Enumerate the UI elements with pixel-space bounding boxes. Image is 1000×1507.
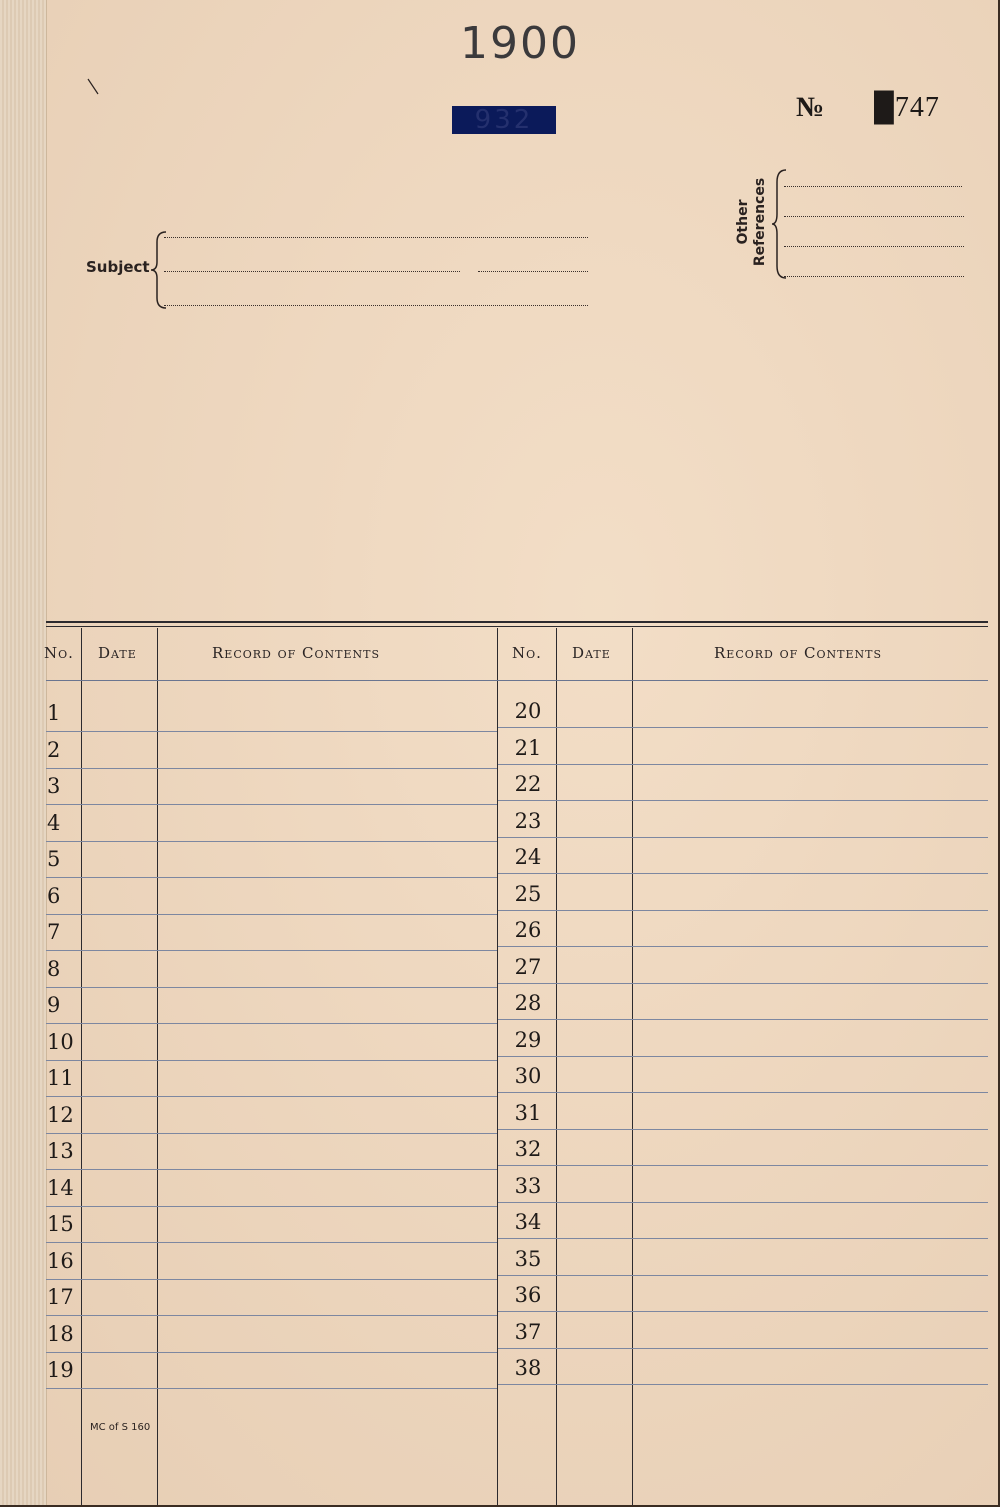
row-rule-left[interactable] [46, 1060, 497, 1061]
subject-line[interactable] [478, 271, 588, 272]
other-references-line1: Other [735, 199, 751, 245]
row-number-right: 37 [514, 1320, 542, 1344]
row-rule-left[interactable] [46, 877, 497, 878]
form-code: MC of S 160 [90, 1422, 151, 1433]
row-number-left: 17 [47, 1285, 74, 1309]
row-rule-right[interactable] [498, 983, 988, 984]
other-reference-line[interactable] [784, 246, 964, 247]
subject-line[interactable] [164, 271, 460, 272]
other-reference-line[interactable] [784, 186, 962, 187]
row-rule-left[interactable] [46, 1352, 497, 1353]
row-rule-right[interactable] [498, 1165, 988, 1166]
row-number-left: 14 [47, 1176, 74, 1200]
row-number-right: 35 [514, 1247, 542, 1271]
row-number-right: 33 [514, 1174, 542, 1198]
row-number-right: 30 [514, 1064, 542, 1088]
row-number-right: 25 [514, 882, 542, 906]
row-rule-right[interactable] [498, 1348, 988, 1349]
row-rule-right[interactable] [498, 1202, 988, 1203]
row-rule-left[interactable] [46, 1096, 497, 1097]
row-rule-right[interactable] [498, 837, 988, 838]
other-reference-line[interactable] [784, 276, 964, 277]
row-rule-right[interactable] [498, 1092, 988, 1093]
row-rule-left[interactable] [46, 987, 497, 988]
header-no-left: No. [44, 644, 74, 662]
row-number-left: 2 [47, 738, 61, 762]
header-date-left: Date [98, 644, 137, 662]
row-rule-right[interactable] [498, 1129, 988, 1130]
header-date-right: Date [572, 644, 611, 662]
row-number-right: 31 [514, 1101, 542, 1125]
column-divider [81, 628, 82, 1505]
other-reference-line[interactable] [784, 216, 964, 217]
file-number-label: № [796, 92, 825, 123]
row-rule-left[interactable] [46, 1206, 497, 1207]
file-number-value: █747 [874, 92, 940, 123]
header-record-left: Record of Contents [212, 644, 381, 662]
row-rule-left[interactable] [46, 1023, 497, 1024]
row-number-right: 32 [514, 1137, 542, 1161]
row-number-left: 5 [47, 847, 61, 871]
row-number-right: 36 [514, 1283, 542, 1307]
row-number-left: 15 [47, 1212, 74, 1236]
row-rule-left[interactable] [46, 841, 497, 842]
row-number-right: 27 [514, 955, 542, 979]
row-number-right: 21 [514, 736, 542, 760]
row-number-right: 28 [514, 991, 542, 1015]
row-rule-right[interactable] [498, 873, 988, 874]
other-references-brace-icon [770, 168, 788, 280]
subject-label: Subject [86, 258, 150, 276]
row-number-right: 23 [514, 809, 542, 833]
row-number-right: 29 [514, 1028, 542, 1052]
column-divider [632, 628, 633, 1505]
secondary-number-stamp: 932 [452, 106, 556, 134]
subject-line[interactable] [164, 305, 588, 306]
row-number-left: 8 [47, 957, 61, 981]
subject-line[interactable] [164, 237, 588, 238]
header-record-right: Record of Contents [714, 644, 883, 662]
row-number-left: 10 [47, 1030, 74, 1054]
row-rule-right[interactable] [498, 1238, 988, 1239]
column-divider [497, 628, 498, 1505]
row-number-left: 12 [47, 1103, 74, 1127]
column-divider [157, 628, 158, 1505]
header-no-right: No. [512, 644, 542, 662]
row-rule-left[interactable] [46, 804, 497, 805]
row-rule-left[interactable] [46, 1315, 497, 1316]
table-top-rule-inner [46, 626, 988, 627]
row-number-left: 3 [47, 774, 61, 798]
row-rule-left[interactable] [46, 1388, 497, 1389]
row-rule-left[interactable] [46, 950, 497, 951]
subject-brace-icon [148, 230, 168, 310]
column-divider [556, 628, 557, 1505]
file-year-stamp: 1900 [460, 18, 580, 69]
row-rule-left[interactable] [46, 1279, 497, 1280]
header-underline [46, 680, 988, 681]
row-number-right: 22 [514, 772, 542, 796]
row-rule-right[interactable] [498, 764, 988, 765]
row-rule-right[interactable] [498, 1056, 988, 1057]
row-rule-left[interactable] [46, 914, 497, 915]
row-number-left: 6 [47, 884, 61, 908]
row-rule-left[interactable] [46, 1242, 497, 1243]
row-number-left: 19 [47, 1358, 74, 1382]
row-rule-right[interactable] [498, 1019, 988, 1020]
row-number-right: 24 [514, 845, 542, 869]
row-number-right: 26 [514, 918, 542, 942]
row-rule-right[interactable] [498, 1311, 988, 1312]
row-rule-left[interactable] [46, 1169, 497, 1170]
binding-spine [0, 0, 47, 1505]
row-number-left: 1 [47, 701, 61, 725]
row-rule-right[interactable] [498, 1275, 988, 1276]
row-rule-left[interactable] [46, 1133, 497, 1134]
row-number-left: 4 [47, 811, 61, 835]
row-rule-right[interactable] [498, 1384, 988, 1385]
pencil-tick-icon [86, 78, 102, 96]
row-rule-left[interactable] [46, 768, 497, 769]
row-number-left: 13 [47, 1139, 74, 1163]
row-number-right: 20 [514, 699, 542, 723]
row-number-right: 38 [514, 1356, 542, 1380]
row-number-left: 7 [47, 920, 61, 944]
other-references-line2: References [752, 177, 768, 267]
row-rule-right[interactable] [498, 910, 988, 911]
row-rule-left[interactable] [46, 731, 497, 732]
table-top-rule [46, 621, 988, 623]
row-number-left: 9 [47, 993, 61, 1017]
row-number-left: 16 [47, 1249, 74, 1273]
row-rule-right[interactable] [498, 946, 988, 947]
row-number-left: 18 [47, 1322, 74, 1346]
row-number-right: 34 [514, 1210, 542, 1234]
row-rule-right[interactable] [498, 800, 988, 801]
row-rule-right[interactable] [498, 727, 988, 728]
row-number-left: 11 [47, 1066, 74, 1090]
